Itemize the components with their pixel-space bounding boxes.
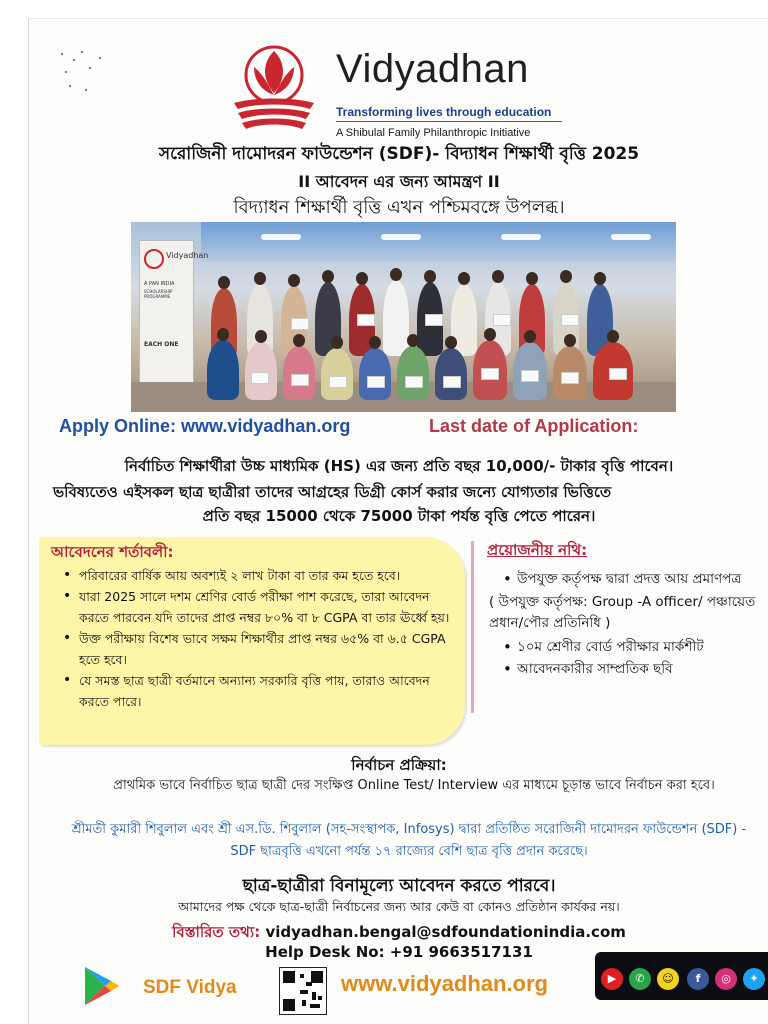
invitation-line: II আবেদন এর জন্য আমন্ত্রণ II (298, 172, 500, 191)
brand-name: Vidyadhan (336, 47, 529, 91)
foundation-text: শ্রীমতী কুমারী শিবুলাল এবং শ্রী এস.ডি. শিবুলাল (সহ-সংস্থাপক, Infosys) দ্বারা প্রতিষ্ঠিত সরোজিনী দামোদরন ফাউন্ডেশন (SDF) - SDF ছাত্রবৃত্তি এখনো পর্যন্ত ১৭ রাজ্যের বেশি ছাত্র বৃত্তি প্রদান করেছে। (71, 822, 747, 859)
helpdesk-number[interactable]: Help Desk No: +91 9663517131 (265, 943, 533, 961)
conditions-list (61, 565, 461, 712)
photo-banner (139, 240, 209, 400)
whatsapp-icon[interactable]: ✆ (629, 968, 651, 990)
scholarship-poster (28, 18, 768, 1024)
instagram-icon[interactable]: ◎ (715, 968, 737, 990)
contact-label: বিস্তারিত তথ্য: (172, 923, 261, 941)
brand-tagline: Transforming lives through education (336, 105, 552, 119)
photo-banner-sub1: A PAN INDIA (144, 281, 175, 287)
document-item: • উপযুক্ত কর্তৃপক্ষ দ্বারা প্রদত্ত আয় প্রমাণপত্র (481, 568, 768, 590)
app-name[interactable]: SDF Vidya (143, 977, 237, 998)
conditions-box (39, 537, 465, 745)
selection-title: নির্বাচন প্রক্রিয়া: (351, 756, 447, 774)
last-date-label: Last date of Application: (429, 416, 639, 436)
documents-list-2 (481, 636, 768, 680)
intro-line-3: প্রতি বছর 15000 থেকে 75000 টাকা পর্যন্ত বৃত্তি পেতে পারেন। (202, 507, 596, 525)
documents-list (481, 568, 768, 590)
vidyadhan-lotus-logo-icon (224, 41, 324, 136)
section-divider (471, 541, 474, 713)
intro-line-2: ভবিষ্যতেও এইসকল ছাত্র ছাত্রীরা তাদের আগ্রহের ডিগ্রী কোর্স করার জন্যে যোগ্যতার ভিত্তিতে (53, 483, 612, 501)
qr-code-icon[interactable] (279, 967, 327, 1015)
condition-item: • পরিবারের বার্ষিক আয় অবশ্যই ২ লাখ টাকা বা তার কম হতে হবে। (61, 565, 461, 586)
contact-email[interactable]: vidyadhan.bengal@sdfoundationindia.com (265, 923, 626, 941)
google-play-icon[interactable] (81, 965, 121, 1007)
documents-section (481, 539, 768, 680)
apply-online-link[interactable]: Apply Online: www.vidyadhan.org (59, 416, 351, 436)
group-photo (131, 222, 676, 412)
document-authority-note: ( উপযুক্ত কর্তৃপক্ষ: Group -A officer/ পঞ্চায়েত প্রধান/পৌর প্রতিনিধি ) (489, 594, 756, 631)
document-item: • আবেদনকারীর সাম্প্রতিক ছবি (481, 658, 768, 680)
free-application-title: ছাত্র-ছাত্রীরা বিনামূল্যে আবেদন করতে পারবে। (242, 876, 556, 896)
document-item: • ১০ম শ্রেণীর বোর্ড পরীক্ষার মার্কশীট (481, 636, 768, 658)
facebook-icon[interactable]: f (687, 968, 709, 990)
brand-header (224, 41, 584, 141)
condition-item: • যারা 2025 সালে দশম শ্রেণির বোর্ড পরীক্ষা পাশ করেছে, তারা আবেদন করতে পারবেন যদি তাদের প্রাপ্ত নম্বর ৮০% বা ৮ CGPA বা তার ঊর্ধ্বে হয়। (61, 586, 461, 628)
youtube-icon[interactable]: ▶ (601, 968, 623, 990)
documents-title: প্রয়োজনীয় নথি: (487, 541, 588, 559)
availability-line: বিদ্যাধন শিক্ষার্থী বৃত্তি এখন পশ্চিমবঙ্গে উপলব্ধ। (233, 197, 565, 218)
twitter-icon[interactable]: ✦ (743, 968, 765, 990)
condition-item: • যে সমস্ত ছাত্র ছাত্রী বর্তমানে অন্যান্য সরকারি বৃত্তি পায়, তারাও আবেদন করতে পারে। (61, 670, 461, 712)
free-application-note: আমাদের পক্ষ থেকে ছাত্র-ছাত্রী নির্বাচনের জন্য আর কেউ বা কোনও প্রতিষ্ঠান কার্যকর নয়। (178, 899, 620, 914)
photo-ceiling (201, 222, 676, 262)
snapchat-icon[interactable]: ☺ (657, 968, 679, 990)
photo-banner-title: Vidyadhan (166, 251, 209, 260)
social-media-bar (595, 952, 768, 1000)
brand-subline: A Shibulal Family Philanthropic Initiative (336, 127, 531, 139)
decorative-dots (59, 49, 119, 109)
photo-banner-sub2: SCHOLARSHIP PROGRAMME (144, 289, 173, 299)
website-link[interactable]: www.vidyadhan.org (341, 971, 548, 996)
intro-line-1: নির্বাচিত শিক্ষার্থীরা উচ্চ মাধ্যমিক (HS) এর জন্য প্রতি বছর 10,000/- টাকার বৃত্তি পাবেন। (124, 457, 674, 475)
conditions-title: আবেদনের শর্তাবলী: (51, 543, 174, 561)
condition-item: • উক্ত পরীক্ষায় বিশেষ ভাবে সক্ষম শিক্ষার্থীর প্রাপ্ত নম্বর ৬৫% বা ৬.৫ CGPA হতে হবে। (61, 628, 461, 670)
brand-divider (336, 121, 562, 122)
poster-title: সরোজিনী দামোদরন ফাউন্ডেশন (SDF)- বিদ্যাধন শিক্ষার্থী বৃত্তি 2025 (158, 144, 640, 164)
selection-text: প্রাথমিক ভাবে নির্বাচিত ছাত্র ছাত্রী দের সংক্ষিপ্ত Online Test/ Interview এর মাধ্যমে চূড়ান্ত ভাবে নির্বাচন করা হবে। (113, 778, 715, 793)
photo-banner-sub3: EACH ONE (144, 341, 179, 348)
